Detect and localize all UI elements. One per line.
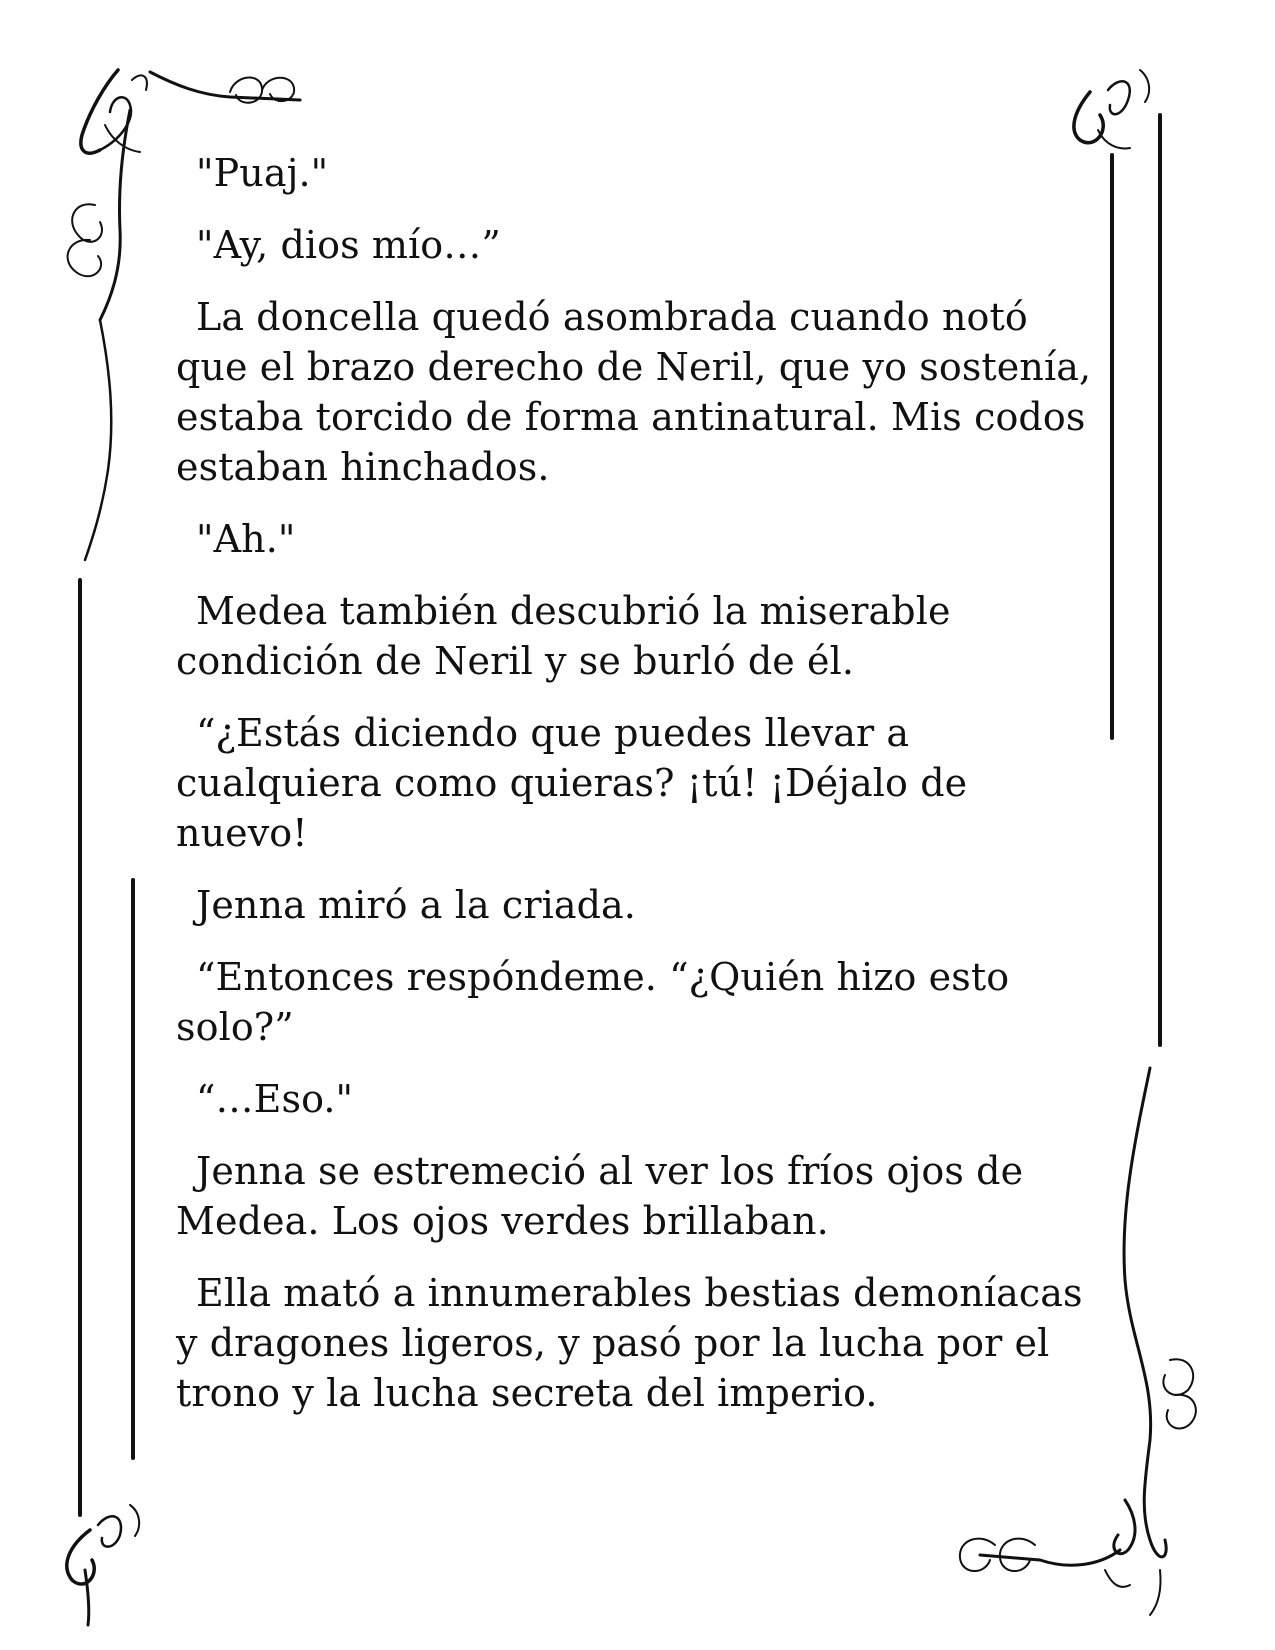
paragraph-8: “Entonces respóndeme. “¿Quién hizo esto solo?” [176, 955, 1010, 1049]
paragraph-7: Jenna miró a la criada. [196, 883, 636, 927]
paragraph-11: Ella mató a innumerables bestias demoníacas y dragones ligeros, y pasó por la lucha por el trono y la lucha secreta del imperio. [176, 1271, 1083, 1415]
page-body [176, 148, 1106, 1440]
paragraph-9: “…Eso." [196, 1077, 354, 1121]
paragraph-1: "Puaj." [196, 151, 329, 195]
bottom-left-flourish-icon [67, 1505, 139, 1625]
paragraph-3: La doncella quedó asombrada cuando notó que el brazo derecho de Neril, que yo sostenía, estaba torcido de forma antinatural. Mis codos estaban hinchados. [176, 295, 1092, 489]
paragraph-5: Medea también descubrió la miserable condición de Neril y se burló de él. [176, 589, 951, 683]
paragraph-4: "Ah." [196, 517, 296, 561]
paragraph-6: “¿Estás diciendo que puedes llevar a cualquiera como quieras? ¡tú! ¡Déjalo de nuevo! [176, 711, 968, 855]
paragraph-2: "Ay, dios mío…” [196, 223, 501, 267]
paragraph-10: Jenna se estremeció al ver los fríos ojos de Medea. Los ojos verdes brillaban. [176, 1149, 1024, 1243]
